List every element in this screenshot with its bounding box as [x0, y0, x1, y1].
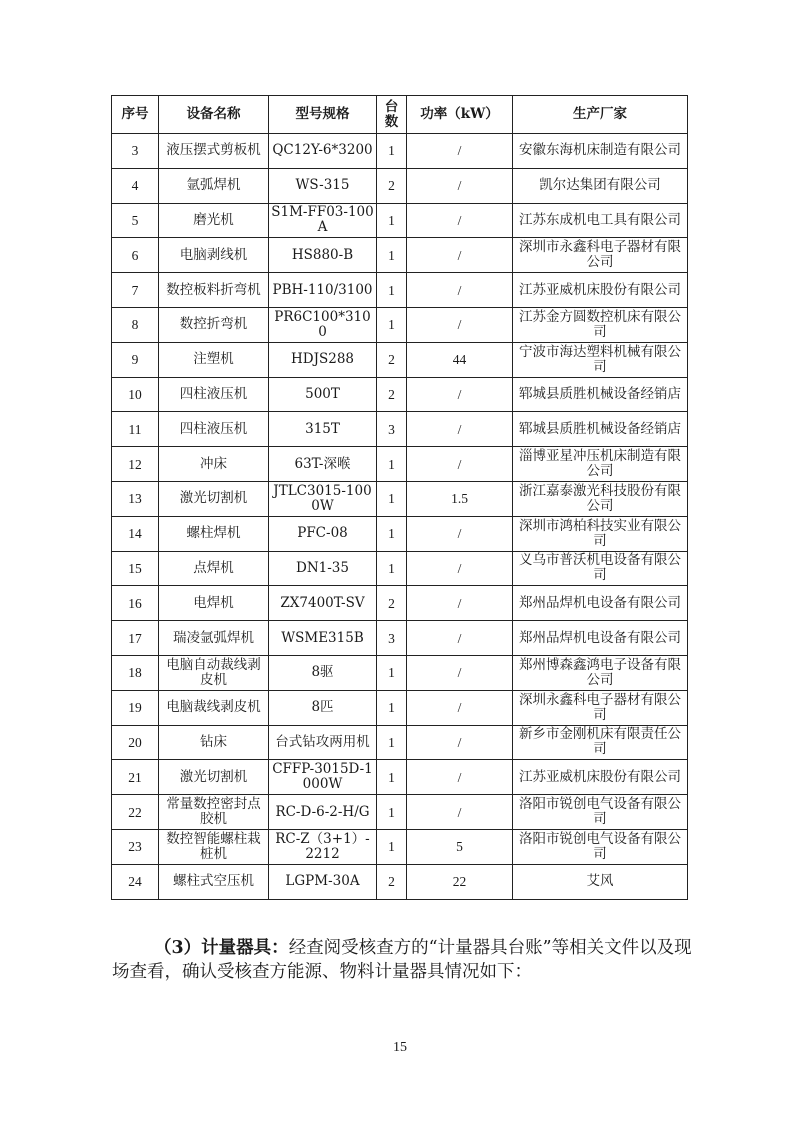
- table-row: [112, 412, 688, 447]
- cell-model: 台式钻攻两用机: [269, 725, 377, 760]
- cell-qty: 1: [377, 238, 407, 273]
- header-power: 功率（kW）: [407, 96, 513, 134]
- cell-no: 20: [112, 725, 159, 760]
- table-row: [112, 725, 688, 760]
- cell-qty: 2: [377, 586, 407, 621]
- cell-name: 钻床: [159, 725, 269, 760]
- header-name: 设备名称: [159, 96, 269, 134]
- cell-qty: 1: [377, 307, 407, 342]
- cell-name: 四柱液压机: [159, 412, 269, 447]
- cell-no: 13: [112, 481, 159, 516]
- cell-no: 6: [112, 238, 159, 273]
- cell-qty: 3: [377, 412, 407, 447]
- cell-power: /: [407, 134, 513, 169]
- cell-power: /: [407, 516, 513, 551]
- cell-name: 电焊机: [159, 586, 269, 621]
- cell-power: /: [407, 621, 513, 656]
- table-header-row: [112, 96, 688, 134]
- table-row: [112, 795, 688, 830]
- cell-maker: 郑州品焊机电设备有限公司: [513, 586, 688, 621]
- table-row: [112, 621, 688, 656]
- cell-qty: 1: [377, 690, 407, 725]
- cell-qty: 2: [377, 342, 407, 377]
- cell-no: 18: [112, 655, 159, 690]
- cell-power: 5: [407, 829, 513, 864]
- cell-name: 氩弧焊机: [159, 168, 269, 203]
- cell-power: /: [407, 238, 513, 273]
- cell-power: 22: [407, 864, 513, 899]
- cell-qty: 1: [377, 795, 407, 830]
- cell-power: /: [407, 551, 513, 586]
- table-row: [112, 829, 688, 864]
- cell-power: /: [407, 307, 513, 342]
- cell-maker: 淄博亚星冲压机床制造有限公司: [513, 447, 688, 482]
- cell-maker: 江苏东成机电工具有限公司: [513, 203, 688, 238]
- cell-model: 315T: [269, 412, 377, 447]
- cell-model: PR6C100*3100: [269, 307, 377, 342]
- cell-maker: 江苏亚威机床股份有限公司: [513, 760, 688, 795]
- header-model: 型号规格: [269, 96, 377, 134]
- cell-maker: 郑州品焊机电设备有限公司: [513, 621, 688, 656]
- table-row: [112, 273, 688, 308]
- cell-name: 四柱液压机: [159, 377, 269, 412]
- cell-name: 数控智能螺柱栽桩机: [159, 829, 269, 864]
- cell-power: /: [407, 725, 513, 760]
- cell-model: WSME315B: [269, 621, 377, 656]
- cell-maker: 郓城县质胜机械设备经销店: [513, 412, 688, 447]
- cell-model: DN1-35: [269, 551, 377, 586]
- cell-no: 16: [112, 586, 159, 621]
- cell-maker: 江苏金方圆数控机床有限公司: [513, 307, 688, 342]
- cell-qty: 1: [377, 447, 407, 482]
- table-row: [112, 864, 688, 899]
- cell-model: QC12Y-6*3200: [269, 134, 377, 169]
- cell-model: 63T-深喉: [269, 447, 377, 482]
- cell-power: /: [407, 412, 513, 447]
- header-no: 序号: [112, 96, 159, 134]
- cell-maker: 艾风: [513, 864, 688, 899]
- cell-maker: 新乡市金刚机床有限责任公司: [513, 725, 688, 760]
- cell-qty: 1: [377, 481, 407, 516]
- cell-power: /: [407, 760, 513, 795]
- cell-model: ZX7400T-SV: [269, 586, 377, 621]
- cell-power: /: [407, 586, 513, 621]
- cell-no: 7: [112, 273, 159, 308]
- table-row: [112, 586, 688, 621]
- cell-no: 5: [112, 203, 159, 238]
- cell-power: /: [407, 377, 513, 412]
- cell-maker: 义乌市普沃机电设备有限公司: [513, 551, 688, 586]
- table-row: [112, 377, 688, 412]
- table-row: [112, 655, 688, 690]
- table-row: [112, 447, 688, 482]
- metering-heading: （3）计量器具：: [154, 938, 289, 958]
- table-row: [112, 134, 688, 169]
- cell-model: HDJS288: [269, 342, 377, 377]
- cell-power: /: [407, 168, 513, 203]
- equipment-table: [111, 95, 688, 900]
- cell-qty: 2: [377, 864, 407, 899]
- cell-no: 23: [112, 829, 159, 864]
- cell-no: 17: [112, 621, 159, 656]
- cell-model: WS-315: [269, 168, 377, 203]
- cell-no: 4: [112, 168, 159, 203]
- cell-qty: 1: [377, 655, 407, 690]
- cell-no: 3: [112, 134, 159, 169]
- cell-power: 44: [407, 342, 513, 377]
- cell-model: RC-D-6-2-H/G: [269, 795, 377, 830]
- cell-power: /: [407, 690, 513, 725]
- cell-maker: 郓城县质胜机械设备经销店: [513, 377, 688, 412]
- cell-name: 点焊机: [159, 551, 269, 586]
- cell-name: 螺柱焊机: [159, 516, 269, 551]
- cell-qty: 1: [377, 203, 407, 238]
- cell-maker: 洛阳市锐创电气设备有限公司: [513, 795, 688, 830]
- table-row: [112, 342, 688, 377]
- cell-power: 1.5: [407, 481, 513, 516]
- cell-name: 冲床: [159, 447, 269, 482]
- cell-qty: 1: [377, 725, 407, 760]
- cell-name: 激光切割机: [159, 481, 269, 516]
- cell-name: 电脑自动裁线剥皮机: [159, 655, 269, 690]
- cell-no: 15: [112, 551, 159, 586]
- table-row: [112, 203, 688, 238]
- cell-qty: 1: [377, 829, 407, 864]
- cell-model: HS880-B: [269, 238, 377, 273]
- page-number: 15: [393, 1040, 407, 1055]
- cell-power: /: [407, 273, 513, 308]
- cell-maker: 深圳永鑫科电子器材有限公司: [513, 690, 688, 725]
- cell-name: 注塑机: [159, 342, 269, 377]
- metering-paragraph: [112, 936, 702, 984]
- cell-name: 数控折弯机: [159, 307, 269, 342]
- cell-maker: 浙江嘉泰激光科技股份有限公司: [513, 481, 688, 516]
- cell-power: /: [407, 447, 513, 482]
- cell-maker: 深圳市鸿柏科技实业有限公司: [513, 516, 688, 551]
- cell-model: 8驱: [269, 655, 377, 690]
- table-row: [112, 481, 688, 516]
- cell-model: CFFP-3015D-1000W: [269, 760, 377, 795]
- table-row: [112, 551, 688, 586]
- cell-no: 12: [112, 447, 159, 482]
- cell-no: 10: [112, 377, 159, 412]
- cell-name: 螺柱式空压机: [159, 864, 269, 899]
- cell-maker: 凯尔达集团有限公司: [513, 168, 688, 203]
- cell-no: 22: [112, 795, 159, 830]
- cell-qty: 1: [377, 760, 407, 795]
- cell-power: /: [407, 203, 513, 238]
- cell-qty: 1: [377, 134, 407, 169]
- table-row: [112, 168, 688, 203]
- cell-model: PBH-110/3100: [269, 273, 377, 308]
- cell-model: 500T: [269, 377, 377, 412]
- cell-name: 瑞凌氩弧焊机: [159, 621, 269, 656]
- cell-no: 8: [112, 307, 159, 342]
- cell-maker: 洛阳市锐创电气设备有限公司: [513, 829, 688, 864]
- cell-maker: 江苏亚威机床股份有限公司: [513, 273, 688, 308]
- cell-no: 24: [112, 864, 159, 899]
- cell-name: 常量数控密封点胶机: [159, 795, 269, 830]
- cell-maker: 宁波市海达塑料机械有限公司: [513, 342, 688, 377]
- cell-model: S1M-FF03-100A: [269, 203, 377, 238]
- cell-model: 8匹: [269, 690, 377, 725]
- cell-no: 19: [112, 690, 159, 725]
- cell-name: 数控板料折弯机: [159, 273, 269, 308]
- table-row: [112, 307, 688, 342]
- table-row: [112, 238, 688, 273]
- cell-name: 激光切割机: [159, 760, 269, 795]
- cell-qty: 1: [377, 273, 407, 308]
- cell-no: 9: [112, 342, 159, 377]
- cell-name: 液压摆式剪板机: [159, 134, 269, 169]
- metering-text: 经查阅受核查方的“计量器具台账”等相关文件以及现场查看，确认受核查方能源、物料计量器具情况如下：: [112, 938, 692, 982]
- cell-model: RC-Z（3+1）-2212: [269, 829, 377, 864]
- cell-qty: 2: [377, 377, 407, 412]
- cell-model: LGPM-30A: [269, 864, 377, 899]
- cell-maker: 郑州博森鑫鸿电子设备有限公司: [513, 655, 688, 690]
- header-maker: 生产厂家: [513, 96, 688, 134]
- cell-model: JTLC3015-1000W: [269, 481, 377, 516]
- cell-qty: 1: [377, 516, 407, 551]
- cell-maker: 深圳市永鑫科电子器材有限公司: [513, 238, 688, 273]
- cell-qty: 1: [377, 551, 407, 586]
- table-row: [112, 516, 688, 551]
- cell-qty: 3: [377, 621, 407, 656]
- cell-name: 磨光机: [159, 203, 269, 238]
- cell-name: 电脑裁线剥皮机: [159, 690, 269, 725]
- cell-no: 21: [112, 760, 159, 795]
- table-row: [112, 690, 688, 725]
- cell-model: PFC-08: [269, 516, 377, 551]
- cell-no: 14: [112, 516, 159, 551]
- header-qty: 台数: [377, 96, 407, 134]
- cell-no: 11: [112, 412, 159, 447]
- cell-qty: 2: [377, 168, 407, 203]
- cell-power: /: [407, 655, 513, 690]
- cell-maker: 安徽东海机床制造有限公司: [513, 134, 688, 169]
- cell-name: 电脑剥线机: [159, 238, 269, 273]
- table-row: [112, 760, 688, 795]
- cell-power: /: [407, 795, 513, 830]
